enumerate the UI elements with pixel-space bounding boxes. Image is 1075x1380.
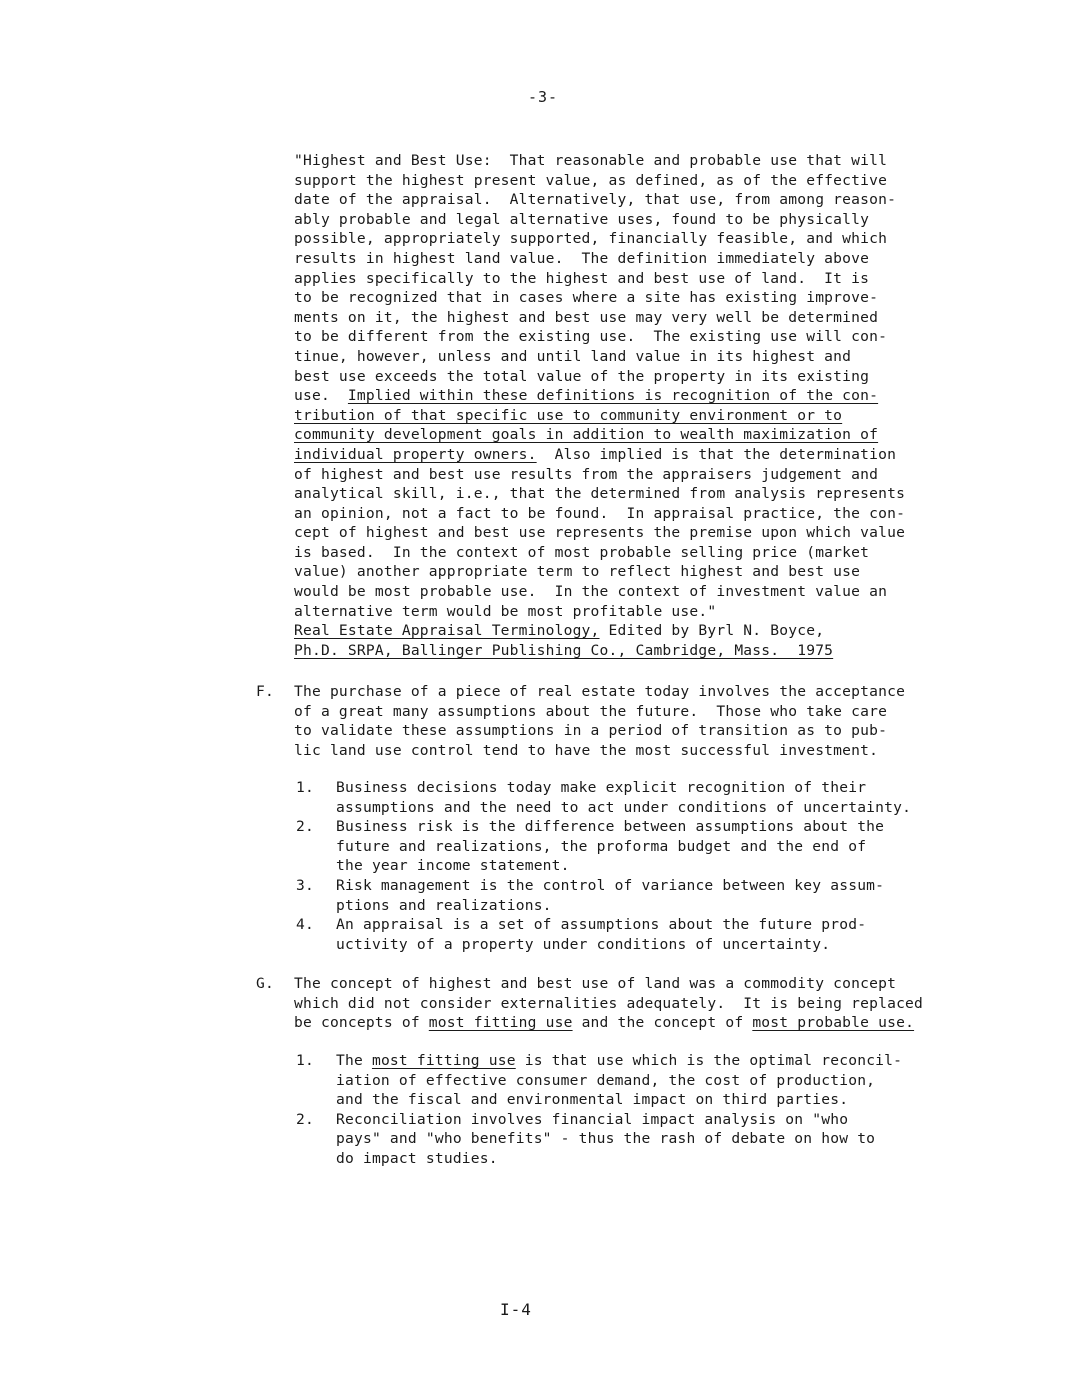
list-item <box>296 778 912 817</box>
citation-line-1 <box>294 621 984 641</box>
list-item-number: 3. <box>296 876 314 894</box>
list-item-number: 2. <box>296 1110 314 1128</box>
list-item <box>296 817 885 876</box>
item-text-post: is that use which is the optimal reconcil- iation of effective consumer demand, the cost of production, and the fiscal and environmental impact on third parties. <box>336 1052 903 1109</box>
list-item-text <box>336 1051 902 1110</box>
list-item-number: 1. <box>296 779 314 796</box>
list-item-number: 2. <box>296 818 314 836</box>
citation-title: Real Estate Appraisal Terminology, <box>294 622 600 640</box>
list-item-number: 4. <box>296 916 314 934</box>
list-item <box>296 915 871 954</box>
page-number-top: -3- <box>528 88 559 106</box>
term-most-probable-use: most probable use. <box>752 1014 915 1032</box>
list-item-text: Business decisions today make explicit recognition of their assumptions and the need to act under conditions of uncertainty. <box>336 779 912 816</box>
citation-line-2: Ph.D. SRPA, Ballinger Publishing Co., Cambridge, Mass. 1975 <box>294 641 834 659</box>
quote-text-part2: Also implied is that the determination of highest and best use results from the appraisers judgement and analytical skill, i.e., that the determined from analysis represents an opinion, not a fact to be found. In appraisal practice, the con- cept of highest and best use represents the premise upon which value is based. In the context of most probable selling price (market value) another appropriate term to reflect highest and best use would be most probable use. In the context of investment value an alternative term would be most profitable use." <box>294 445 906 620</box>
definition-quote <box>294 151 984 660</box>
list-item-text: An appraisal is a set of assumptions about the future prod- uctivity of a property under conditions of uncertainty. <box>336 916 867 953</box>
term-most-fitting-use: most fitting use <box>428 1014 573 1032</box>
section-g-body <box>294 974 923 1033</box>
list-item <box>296 1051 903 1110</box>
citation-editor: Edited by Byrl N. Boyce, <box>599 622 825 640</box>
quote-underlined-passage: Implied within these definitions is recognition of the con- tribution of that specific use to community environment or to community development goals in addition to wealth maximization of individual property owners. <box>294 387 879 463</box>
section-f-list <box>296 778 912 954</box>
item-term-most-fitting-use: most fitting use <box>371 1052 516 1069</box>
list-item-text: Business risk is the difference between assumptions about the future and realizations, the proforma budget and the end of the year income statement. <box>336 818 885 875</box>
section-f-body: The purchase of a piece of real estate today involves the acceptance of a great many assumptions about the future. Those who take care to validate these assumptions in a period of transition as to pub- lic land use control tend to have the most successful investment. <box>294 683 906 759</box>
section-g-text-b: and the concept of <box>572 1014 753 1032</box>
list-item <box>296 876 885 915</box>
list-item-text: Risk management is the control of variance between key assum- ptions and realizations. <box>336 876 885 914</box>
page-number-footer: I-4 <box>500 1300 532 1319</box>
section-g-text-a: The concept of highest and best use of land was a commodity concept which did not consider externalities adequately. It is being replaced be concepts of <box>294 975 924 1032</box>
list-item <box>296 1110 876 1169</box>
list-item-number: 1. <box>296 1052 314 1069</box>
section-f-letter: F. <box>256 683 274 700</box>
list-item-text: Reconciliation involves financial impact analysis on "who pays" and "who benefits" - thus the rash of debate on how to do impact studies. <box>336 1110 876 1167</box>
section-g-list <box>296 1051 903 1169</box>
item-text-pre: The <box>336 1052 372 1069</box>
section-g-letter: G. <box>256 975 274 992</box>
quote-text-part1: "Highest and Best Use: That reasonable and probable use that will support the highest present value, as defined, as of the effective date of the appraisal. Alternatively, that use, from among reason- ably probable and legal alternative uses, found to be physically possible, appropriately supported, financially feasible, and which results in highest land value. The definition immediately above applies specifically to the highest and best use of land. It is to be recognized that in cases where a site has existing improve- ments on it, the highest and best use may very well be determined to be different from the existing use. The existing use will con- tinue, however, unless and until land value in its highest and best use exceeds the total value of the property in its existing use. <box>294 152 897 405</box>
